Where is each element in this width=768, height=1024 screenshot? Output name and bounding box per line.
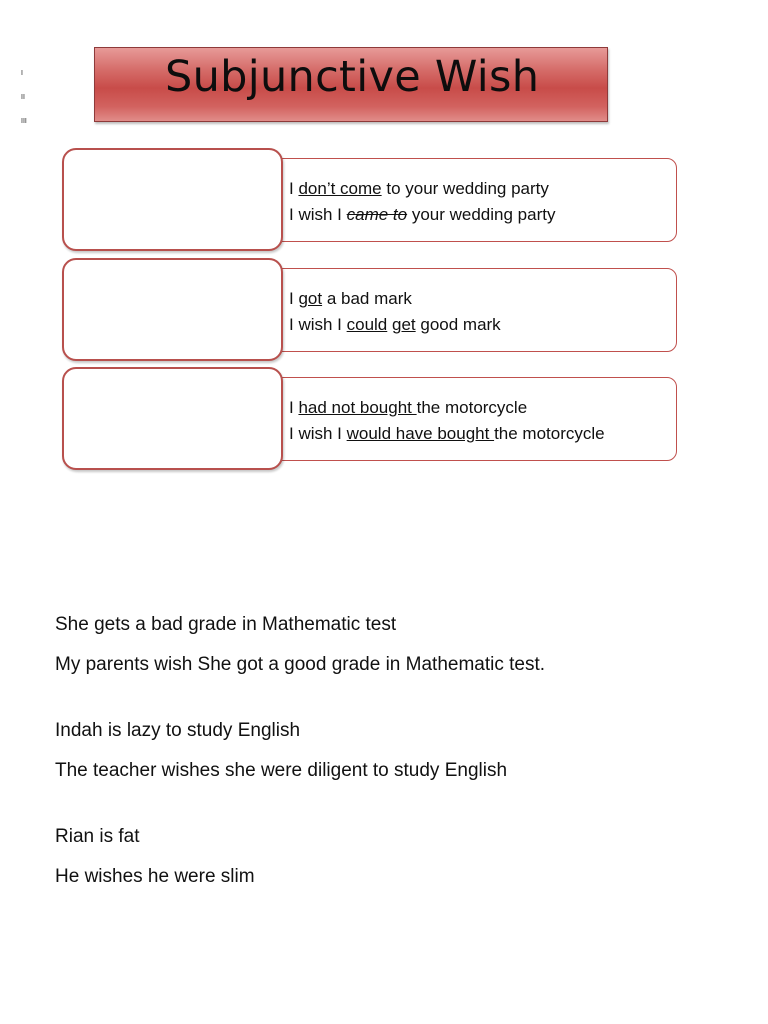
- title-banner: [94, 47, 608, 122]
- fact-sentence-3: [289, 395, 605, 421]
- text-fragment: the motorcycle: [416, 398, 528, 417]
- example-wish-2: The teacher wishes she were diligent to study English: [55, 760, 508, 781]
- label-box-3: [62, 367, 283, 470]
- wish-sentence-2: [289, 312, 501, 338]
- underlined-verb: don’t come: [298, 179, 382, 198]
- text-fragment: I wish I: [289, 424, 347, 443]
- wish-row-2: [0, 258, 768, 368]
- struck-verb: came to: [346, 205, 408, 224]
- underlined-verb: could: [346, 315, 388, 334]
- text-fragment: good mark: [415, 315, 501, 334]
- underlined-verb: get: [392, 315, 416, 334]
- underlined-verb: would have bought: [346, 424, 495, 443]
- text-fragment: I wish I: [289, 315, 347, 334]
- sentence-text-2: [289, 286, 501, 338]
- fact-sentence-1: [289, 176, 555, 202]
- text-fragment: I: [289, 398, 299, 417]
- sentence-box-2: [272, 268, 677, 352]
- roman-numeral-3: III: [21, 118, 27, 125]
- text-fragment: a bad mark: [322, 289, 412, 308]
- example-situation-2: Indah is lazy to study English: [55, 720, 301, 741]
- roman-numeral-2: II: [21, 94, 25, 101]
- label-box-2: [62, 258, 283, 361]
- sentence-box-1: [272, 158, 677, 242]
- example-wish-3: He wishes he were slim: [55, 866, 255, 887]
- roman-numeral-1: I: [21, 70, 23, 77]
- sentence-box-3: [272, 377, 677, 461]
- sentence-text-3: [289, 395, 605, 447]
- example-wish-1: My parents wish She got a good grade in Mathematic test.: [55, 654, 546, 675]
- underlined-verb: got: [298, 289, 323, 308]
- fact-sentence-2: [289, 286, 501, 312]
- example-situation-1: She gets a bad grade in Mathematic test: [55, 614, 397, 635]
- wish-row-1: [0, 148, 768, 258]
- wish-sentence-1: [289, 202, 555, 228]
- page-title: Subjunctive Wish: [165, 52, 540, 102]
- example-situation-3: Rian is fat: [55, 826, 140, 847]
- wish-sentence-3: [289, 421, 605, 447]
- text-fragment: I wish I: [289, 205, 347, 224]
- label-box-1: [62, 148, 283, 251]
- text-fragment: your wedding party: [407, 205, 556, 224]
- text-fragment: I: [289, 179, 299, 198]
- text-fragment: to your wedding party: [381, 179, 549, 198]
- wish-row-3: [0, 367, 768, 477]
- text-fragment: I: [289, 289, 299, 308]
- sentence-text-1: [289, 176, 555, 228]
- example-list: [55, 612, 735, 890]
- text-fragment: the motorcycle: [494, 424, 605, 443]
- underlined-verb: had not bought: [298, 398, 417, 417]
